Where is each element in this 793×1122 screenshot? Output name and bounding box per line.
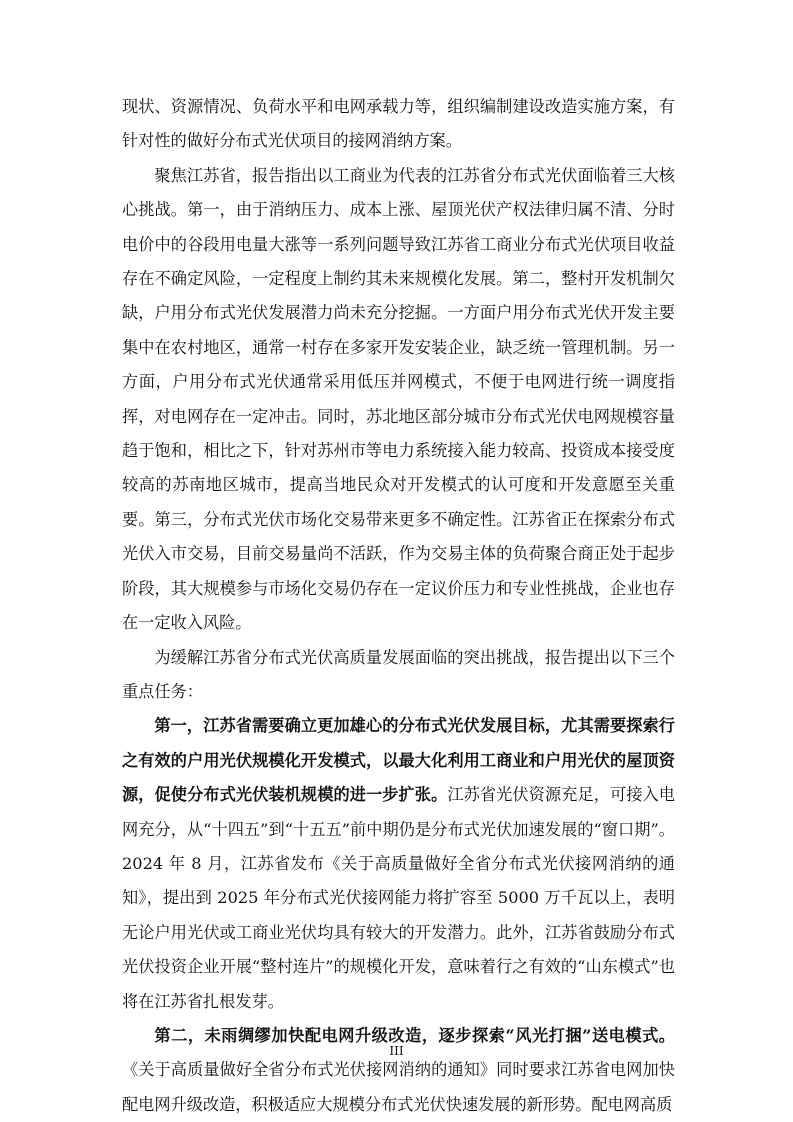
paragraph-3-text: 为缓解江苏省分布式光伏高质量发展面临的突出挑战，报告提出以下三个重点任务：	[122, 647, 675, 701]
paragraph-5	[122, 1019, 675, 1122]
paragraph-2	[122, 159, 675, 641]
paragraph-4-bold-lead: 第一，江苏省需要确立更加雄心的分布式光伏发展目标，尤其需要探索行之有效的户用光伏规模化开发模式，以最大化利用工商业和户用光伏的屋顶资源，促使分布式光伏装机规模的进一步扩张。	[122, 716, 675, 805]
paragraph-5-bold-lead: 第二，未雨绸缪加快配电网升级改造，逐步探索“风光打捆”送电模式。	[154, 1025, 675, 1045]
paragraph-3	[122, 641, 675, 710]
paragraph-1-text: 现状、资源情况、负荷水平和电网承载力等，组织编制建设改造实施方案，有针对性的做好分布式光伏项目的接网消纳方案。	[122, 97, 675, 151]
body-text	[122, 90, 675, 1122]
paragraph-4	[122, 709, 675, 1019]
paragraph-4-text: 江苏省光伏资源充足，可接入电网充分，从“十四五”到“十五五”前中期仍是分布式光伏加速发展的“窗口期”。2024 年 8 月，江苏省发布《关于高质量做好全省分布式光伏接网消纳的通知》，提出到 2025 年分布式光伏接网能力将扩容至 5000 万千瓦以上，表明无论户用光伏或工商业光伏均具有较大的开发潜力。此外，江苏省鼓励分布式光伏投资企业开展“整村连片”的规模化开发，意味着行之有效的“山东模式”也将在江苏省扎根发芽。	[122, 785, 676, 1011]
page-number: III	[389, 1044, 404, 1058]
paragraph-2-text: 聚焦江苏省，报告指出以工商业为代表的江苏省分布式光伏面临着三大核心挑战。第一，由于消纳压力、成本上涨、屋顶光伏产权法律归属不清、分时电价中的谷段用电量大涨等一系列问题导致江苏省工商业分布式光伏项目收益存在不确定风险，一定程度上制约其未来规模化发展。第二，整村开发机制欠缺，户用分布式光伏发展潜力尚未充分挖掘。一方面户用分布式光伏开发主要集中在农村地区，通常一村存在多家开发安装企业，缺乏统一管理机制。另一方面，户用分布式光伏通常采用低压并网模式，不便于电网进行统一调度指挥，对电网存在一定冲击。同时，苏北地区部分城市分布式光伏电网规模容量趋于饱和，相比之下，针对苏州市等电力系统接入能力较高、投资成本接受度较高的苏南地区城市，提高当地民众对开发模式的认可度和开发意愿至关重要。第三，分布式光伏市场化交易带来更多不确定性。江苏省正在探索分布式光伏入市交易，目前交易量尚不活跃，作为交易主体的负荷聚合商正处于起步阶段，其大规模参与市场化交易仍存在一定议价压力和专业性挑战，企业也存在一定收入风险。	[122, 165, 675, 633]
paragraph-1	[122, 90, 675, 159]
paragraph-5-text: 《关于高质量做好全省分布式光伏接网消纳的通知》同时要求江苏省电网加快配电网升级改造，积极适应大规模分布式光伏快速发展的新形势。配电网高质	[122, 1060, 675, 1114]
